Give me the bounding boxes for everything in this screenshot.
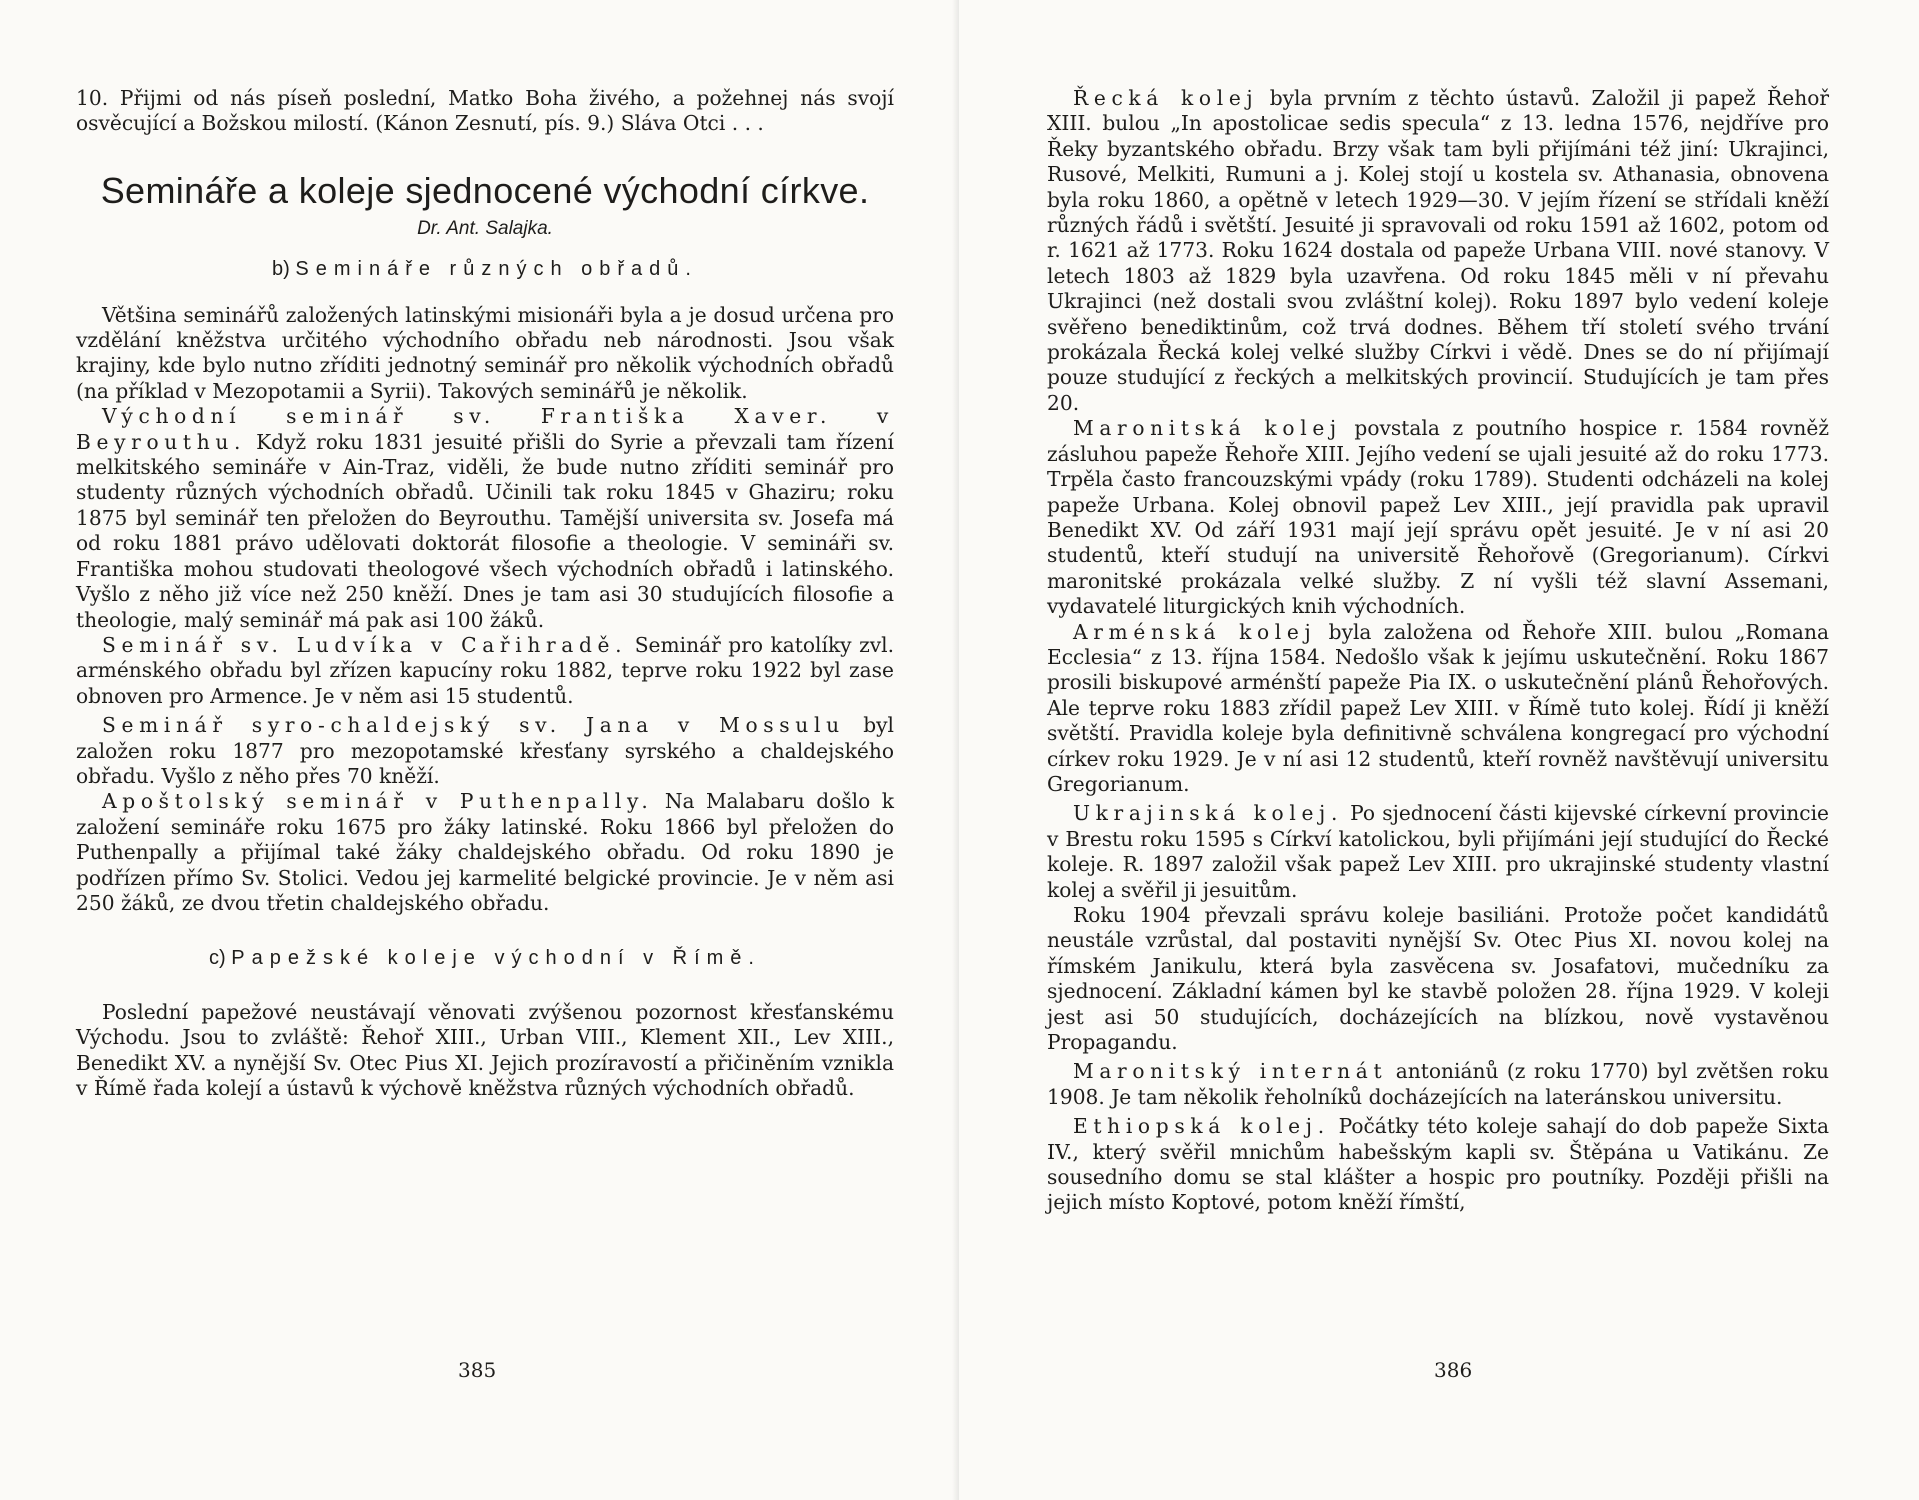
right-page bbox=[959, 0, 1919, 1500]
paragraph-carihrad bbox=[76, 633, 894, 709]
paragraph-lead: Ukrajinská kolej. bbox=[1073, 801, 1344, 826]
article-title: Semináře a koleje sjednocené východní církve. bbox=[100, 169, 870, 211]
paragraph-puthenpally bbox=[76, 789, 894, 916]
right-column bbox=[1047, 86, 1829, 1216]
section-c-prefix: c) bbox=[209, 947, 226, 970]
paragraph-beyrouth bbox=[76, 404, 894, 633]
paragraph-text: povstala z poutního hospice r. 1584 rovněž zásluhou papeže Řehoře XIII. Jejího vedení se ujali jesuité až do roku 1773. Trpěla často francouzskými vpády (roku 1789). Studenti odcházeli na kolej papeže Urbana. Kolej obnovil papež Lev XIII., její pravidla pak upravil Benedikt XV. Od září 1931 mají její správu opět jesuité. Je v ní asi 20 studentů, kteří studují na universitě Řehořově (Gregorianum). Církvi maronitské prokázala velké služby. Z ní vyšli též slavní Assemani, vydavatelé liturgických knih východních. bbox=[1047, 416, 1829, 619]
paragraph-mossul bbox=[76, 713, 894, 789]
paragraph-text: Roku 1904 převzali správu koleje basiliáni. Protože počet kandidátů neustále vzrůstal, dal postaviti nynější Sv. Otec Pius XI. novou kolej na římském Janikulu, která byla zasvěcena sv. Josafatovi, mučedníku za sjednocení. Základní kámen byl ke stavbě položen 28. října 1929. V koleji jest asi 50 studujících, docházejících na blízkou, nově vystavěnou Propagandu. bbox=[1047, 903, 1829, 1055]
left-column bbox=[76, 86, 894, 1101]
page-number-right: 386 bbox=[1434, 1358, 1473, 1382]
paragraph-text: antoniánů (z roku 1770) byl zvětšen roku 1908. Je tam několik řeholníků docházejících na lateránskou universitu. bbox=[1047, 1059, 1829, 1109]
paragraph-lead: Seminář syro-chaldejský sv. Jana v Mossulu bbox=[102, 713, 845, 738]
paragraph-lead: Maronitská kolej bbox=[1073, 416, 1342, 441]
paragraph-lead: Ethiopská kolej. bbox=[1073, 1114, 1330, 1139]
paragraph-recka-kolej bbox=[1047, 86, 1829, 416]
paragraph-lead: Seminář sv. Ludvíka v Cařihradě. bbox=[102, 632, 628, 657]
paragraph-basiliani bbox=[1047, 903, 1829, 1055]
paragraph-lead: Arménská kolej bbox=[1073, 619, 1317, 644]
section-b-heading bbox=[76, 257, 894, 282]
paragraph-text: byla založena od Řehoře XIII. bulou „Romana Ecclesia“ z 13. října 1584. Nedošlo však k jejímu uskutečnění. Roku 1867 prosili biskupové arménští papeže Pia IX. o uskutečnění plánů Řehořových. Ale teprve roku 1883 zřídil papež Lev XIII. v Římě tuto kolej. Řídí ji kněží světští. Pravidla koleje byla definitivně schválena kongregací pro východní církev roku 1929. Je v ní asi 12 studentů, kteří rovněž navštěvují universitu Gregorianum. bbox=[1047, 619, 1829, 796]
intro-paragraph: Většina seminářů založených latinskými misionáři byla a je dosud určena pro vzdělání kněžstva určitého východního obřadu neb národnosti. Jsou však krajiny, kde bylo nutno zříditi jednotný seminář pro několik východních obřadů (na příklad v Mezopotamii a Syrii). Takových seminářů je několik. bbox=[76, 302, 894, 403]
article-author: Dr. Ant. Salajka. bbox=[417, 217, 553, 239]
paragraph-text: Když roku 1831 jesuité přišli do Syrie a převzali tam řízení melkitského semináře v Ain-Traz, viděli, že bude nutno zříditi seminář pro studenty různých východních obřadů. Učinili tak roku 1845 v Ghaziru; roku 1875 byl seminář ten přeložen do Beyrouthu. Tamější universita sv. Josefa má od roku 1881 právo udělovati doktorát filosofie a theologie. V semináři sv. Františka mohou studovati theologové všech východních obřadů i latinského. Vyšlo z něho již více než 250 kněží. Dnes je tam asi 30 studujících filosofie a theologie, malý seminář má pak asi 100 žáků. bbox=[76, 429, 894, 632]
section-b-title: Semináře různých obřadů. bbox=[295, 258, 698, 281]
paragraph-ukrajinska-kolej bbox=[1047, 801, 1829, 903]
paragraph-lead: Apoštolský seminář v Puthenpally. bbox=[102, 789, 654, 814]
section-c-heading bbox=[76, 946, 894, 971]
closing-paragraph: Poslední papežové neustávají věnovati zvýšenou pozornost křesťanskému Východu. Jsou to zvláště: Řehoř XIII., Urban VIII., Klement XII., Lev XIII., Benedikt XV. a nynější Sv. Otec Pius XI. Jejich prozíravostí a přičiněním vznikla v Římě řada kolejí a ústavů k výchově kněžstva různých východních obřadů. bbox=[76, 999, 894, 1100]
paragraph-text: byl založen roku 1877 pro mezopotamské křesťany syrského a chaldejského obřadu. Vyšlo z něho přes 70 kněží. bbox=[76, 713, 895, 788]
paragraph-lead: Řecká kolej bbox=[1073, 86, 1259, 110]
section-c-title: Papežské koleje východní v Římě. bbox=[231, 947, 761, 970]
paragraph-lead: Maronitský internát bbox=[1073, 1059, 1388, 1084]
paragraph-text: Seminář pro katolíky zvl. arménského obřadu byl zřízen kapucíny roku 1882, teprve roku 1922 byl zase obnoven pro Armence. Je v něm asi 15 studentů. bbox=[76, 632, 894, 708]
paragraph-maronitska-kolej bbox=[1047, 416, 1829, 619]
paragraph-ethiopska-kolej bbox=[1047, 1114, 1829, 1216]
section-b-prefix: b) bbox=[272, 258, 290, 281]
hymn-paragraph: 10. Přijmi od nás píseň poslední, Matko Boha živého, a požehnej nás svojí osvěcující a Božskou milostí. (Kánon Zesnutí, pís. 9.) Sláva Otci . . . bbox=[76, 86, 894, 136]
paragraph-text: Po sjednocení části kijevské církevní provincie v Brestu roku 1595 s Církví katolickou, byli přijímáni její studující do Řecké koleje. R. 1897 založil však papež Lev XIII. pro ukrajinské studenty vlastní kolej a svěřil ji jesuitům. bbox=[1047, 801, 1829, 902]
paragraph-lead: Východní seminář sv. Františka Xaver. v Beyrouthu. bbox=[76, 404, 894, 454]
paragraph-text: Počátky této koleje sahají do dob papeže Sixta IV., který svěřil mnichům habešským kapli sv. Štěpána u Vatikánu. Ze sousedního domu se stal klášter a hospic pro poutníky. Později přišli na jejich místo Koptové, potom kněží římští, bbox=[1047, 1114, 1829, 1215]
paragraph-text: byla prvním z těchto ústavů. Založil ji papež Řehoř XIII. bulou „In apostolicae sedis specula“ z 13. ledna 1576, nejdříve pro Řeky byzantského obřadu. Brzy však tam byli přijímáni též jiní: Ukrajinci, Rusové, Melkiti, Rumuni a j. Kolej stojí u kostela sv. Athanasia, obnovena byla roku 1860, a opětně v letech 1929—30. V jejím řízení se střídali kněží různých řádů i světští. Jesuité ji spravovali od roku 1591 až 1602, potom od r. 1621 až 1773. Roku 1624 dostala od papeže Urbana VIII. nové stanovy. V letech 1803 až 1829 byla uzavřena. Od roku 1845 měli v ní převahu Ukrajinci (než dostali svou zvláštní kolej). Roku 1897 bylo vedení koleje svěřeno benediktinům, což trvá dodnes. Během tří století svého trvání prokázala Řecká kolej velké služby Církvi i vědě. Dnes se do ní přijímají pouze studující z řeckých a melkitských provincií. Studujících je tam přes 20. bbox=[1047, 86, 1830, 415]
paragraph-text: Na Malabaru došlo k založení semináře roku 1675 pro žáky latinské. Roku 1866 byl přeložen do Puthenpally a přijímal také žáky chaldejského obřadu. Od roku 1890 je podřízen přímo Sv. Stolici. Vedou jej karmelité belgické provincie. Je v něm asi 250 žáků, ze dvou třetin chaldejského obřadu. bbox=[76, 789, 894, 915]
page-number-left: 385 bbox=[458, 1358, 497, 1382]
left-page bbox=[0, 0, 959, 1500]
paragraph-maronitsky-internat bbox=[1047, 1059, 1829, 1110]
paragraph-armenska-kolej bbox=[1047, 620, 1829, 798]
